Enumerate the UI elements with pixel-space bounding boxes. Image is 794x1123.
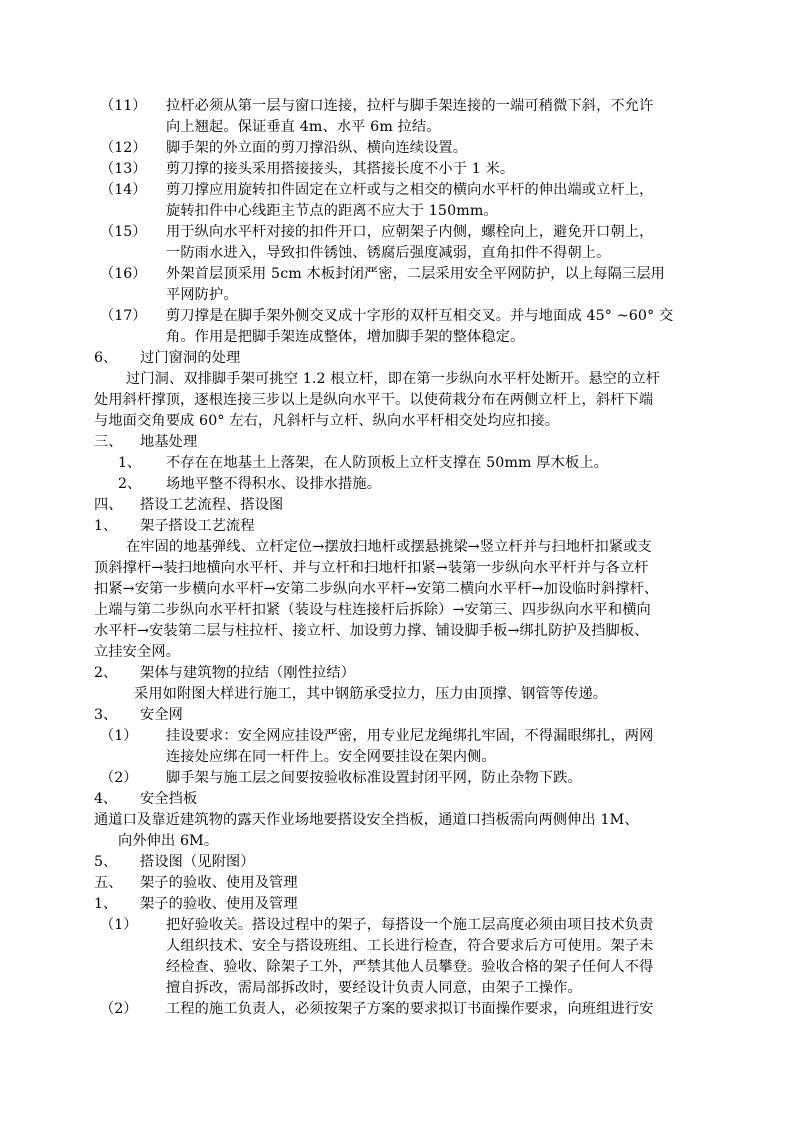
section-6-title: 过门窗洞的处理 <box>140 350 241 366</box>
safety-net-item1-line1: 挂设要求：安全网应挂设严密，用专业尼龙绳绑扎牢固，不得漏眼绑扎，两网 <box>166 728 654 744</box>
section-6-paragraph-line3: 与地面交角要成 60° 左右，凡斜杆与立杆、纵向水平杆相交处均应扣接。 <box>94 413 560 429</box>
chapter-4-sub3-title: 安全网 <box>140 707 184 723</box>
item-14-text-line2: 旋转扣件中心线距主节点的距离不应大于 150mm。 <box>166 203 498 219</box>
item-11-text-line1: 拉杆必须从第一层与窗口连接，拉杆与脚手架连接的一端可稍微下斜，不允许 <box>166 98 654 114</box>
acceptance-item1-line1: 把好验收关。搭设过程中的架子，每搭设一个施工层高度必须由项目技术负责 <box>166 917 654 933</box>
item-16-text-line1: 外架首层顶采用 5cm 木板封闭严密，二层采用安全平网防护，以上每隔三层用 <box>166 266 665 282</box>
chapter-4-number: 四、 <box>94 497 123 513</box>
chapter-4-sub2-number: 2、 <box>94 665 118 681</box>
chapter-4-sub4-paragraph-line2: 向外伸出 6M。 <box>118 833 219 849</box>
item-15-text-line1: 用于纵向水平杆对接的扣件开口，应朝架子内侧，螺栓向上，避免开口朝上， <box>166 224 654 240</box>
acceptance-item1-line3: 经检查、验收、除架子工外，严禁其他人员攀登。验收合格的架子任何人不得 <box>166 959 654 975</box>
acceptance-item2-line1: 工程的施工负责人，必须按架子方案的要求拟订书面操作要求，向班组进行安 <box>166 1001 654 1017</box>
safety-net-item1-number: （1） <box>100 728 138 744</box>
chapter-4-sub1-title: 架子搭设工艺流程 <box>140 518 255 534</box>
section-6-number: 6、 <box>94 350 118 366</box>
process-flow-line4: 上端与第二步纵向水平杆扣紧（装设与柱连接杆后拆除）→安第三、四步纵向水平和横向 <box>94 602 651 618</box>
chapter-4-sub4-number: 4、 <box>94 791 118 807</box>
item-13-number: （13） <box>100 161 147 177</box>
process-flow-line6: 立挂安全网。 <box>94 644 181 660</box>
chapter-3-item2-text: 场地平整不得积水、设排水措施。 <box>166 476 382 492</box>
chapter-3-item1-text: 不存在在地基土上落架，在人防顶板上立杆支撑在 50mm 厚木板上。 <box>166 455 608 471</box>
chapter-3-item2-number: 2、 <box>118 476 142 492</box>
item-16-text-line2: 平网防护。 <box>166 287 238 303</box>
item-15-text-line2: 一防雨水进入，导致扣件锈蚀、锈腐后强度减弱，直角扣件不得朝上。 <box>166 245 611 261</box>
chapter-4-sub5-title: 搭设图（见附图） <box>140 854 255 870</box>
item-17-text-line2: 角。作用是把脚手架连成整体，增加脚手架的整体稳定。 <box>166 329 525 345</box>
safety-net-item2-number: （2） <box>100 770 138 786</box>
chapter-4-sub2-paragraph: 采用如附图大样进行施工，其中钢筋承受拉力，压力由顶撑、钢管等传递。 <box>134 686 608 702</box>
chapter-3-number: 三、 <box>94 434 123 450</box>
process-flow-line2: 顶斜撑杆→装扫地横向水平杆、并与立杆和扫地杆扣紧→装第一步纵向水平杆并与各立杆 <box>94 560 649 576</box>
section-6-paragraph-line1: 过门洞、双排脚手架可挑空 1.2 根立杆，即在第一步纵向水平杆处断开。悬空的立杆 <box>126 371 661 387</box>
safety-net-item2-line1: 脚手架与施工层之间要按验收标准设置封闭平网，防止杂物下跌。 <box>166 770 582 786</box>
item-15-number: （15） <box>100 224 147 240</box>
item-16-number: （16） <box>100 266 147 282</box>
chapter-3-item1-number: 1、 <box>118 455 142 471</box>
acceptance-item1-line2: 人组织技术、安全与搭设班组、工长进行检查，符合要求后方可使用。架子未 <box>166 938 654 954</box>
chapter-4-sub2-title: 架体与建筑物的拉结（刚性拉结） <box>140 665 356 681</box>
acceptance-item1-line4: 擅自拆改，需局部拆改时，要经设计负责人同意，由架子工操作。 <box>166 980 582 996</box>
acceptance-item1-number: （1） <box>100 917 138 933</box>
chapter-3-title: 地基处理 <box>140 434 198 450</box>
process-flow-line1: 在牢固的地基弹线、立杆定位→摆放扫地杆或摆悬挑梁→竖立杆并与扫地杆扣紧或支 <box>126 539 652 555</box>
item-14-number: （14） <box>100 182 147 198</box>
item-17-number: （17） <box>100 308 147 324</box>
item-12-number: （12） <box>100 140 147 156</box>
item-11-text-line2: 向上翘起。保证垂直 4m、水平 6m 拉结。 <box>166 119 441 135</box>
item-12-text: 脚手架的外立面的剪刀撑沿纵、横向连续设置。 <box>166 140 468 156</box>
process-flow-line5: 水平杆→安装第二层与柱拉杆、接立杆、加设剪力撑、铺设脚手板→绑扎防护及挡脚板、 <box>94 623 649 639</box>
process-flow-line3: 扣紧→安第一步横向水平杆→安第二步纵向水平杆→安第二横向水平杆→加设临时斜撑杆、 <box>94 581 659 597</box>
item-13-text: 剪刀撑的接头采用搭接接头，其搭接长度不小于 1 米。 <box>166 161 515 177</box>
chapter-4-title: 搭设工艺流程、搭设图 <box>140 497 284 513</box>
chapter-4-sub4-title: 安全挡板 <box>140 791 198 807</box>
section-6-paragraph-line2: 处用斜杆撑顶，逐根连接三步以上是纵向水平干。以使荷栽分布在两侧立杆上，斜杆下端 <box>94 392 654 408</box>
chapter-5-sub1-title: 架子的验收、使用及管理 <box>140 896 298 912</box>
chapter-5-number: 五、 <box>94 875 123 891</box>
chapter-4-sub1-number: 1、 <box>94 518 118 534</box>
item-17-text-line1: 剪刀撑是在脚手架外侧交叉成十字形的双杆互相交叉。并与地面成 45° ~60° 交 <box>166 308 674 324</box>
item-14-text-line1: 剪刀撑应用旋转扣件固定在立杆或与之相交的横向水平杆的伸出端或立杆上， <box>166 182 654 198</box>
item-11-number: （11） <box>100 98 147 114</box>
chapter-5-title: 架子的验收、使用及管理 <box>140 875 298 891</box>
chapter-4-sub3-number: 3、 <box>94 707 118 723</box>
safety-net-item1-line2: 连接处应绑在同一杆件上。安全网要挂设在架内侧。 <box>166 749 496 765</box>
chapter-4-sub4-paragraph-line1: 通道口及靠近建筑物的露天作业场地要搭设安全挡板，通道口挡板需向两侧伸出 1M、 <box>94 812 639 828</box>
chapter-4-sub5-number: 5、 <box>94 854 118 870</box>
chapter-5-sub1-number: 1、 <box>94 896 118 912</box>
acceptance-item2-number: （2） <box>100 1001 138 1017</box>
